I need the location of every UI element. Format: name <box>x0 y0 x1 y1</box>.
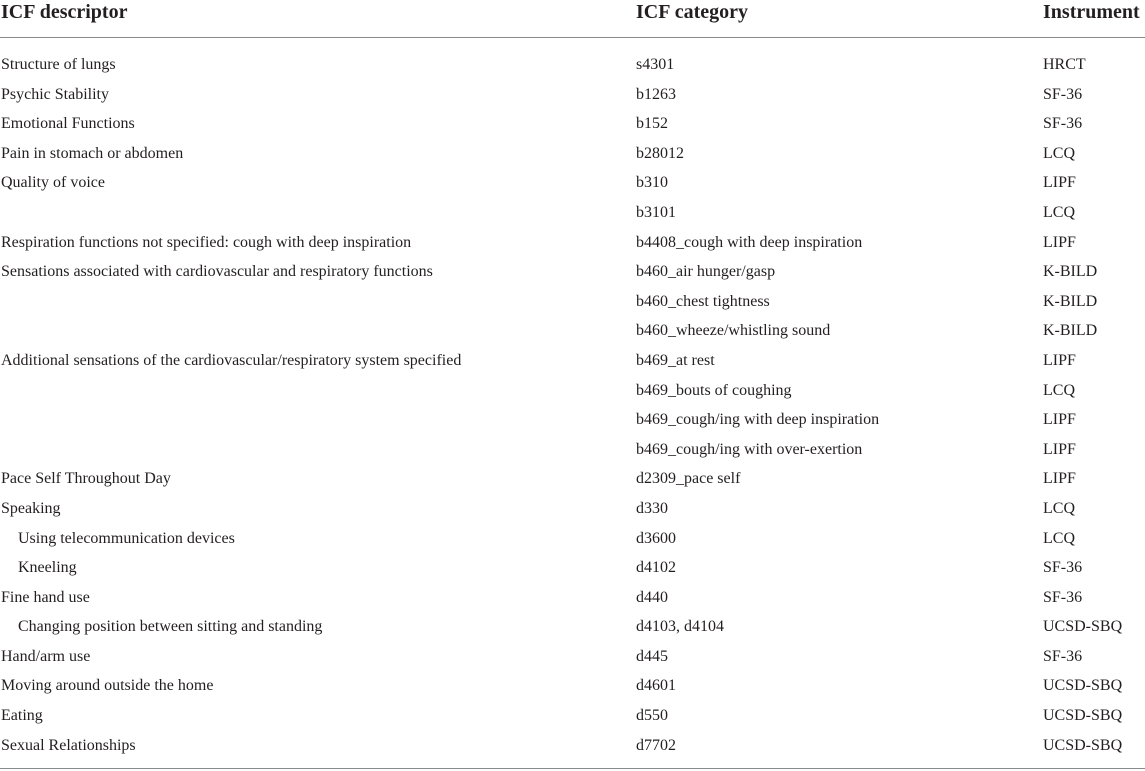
header-descriptor: ICF descriptor <box>1 1 128 23</box>
table-row <box>0 198 1145 228</box>
table-row <box>0 168 1145 198</box>
table-row <box>0 228 1145 258</box>
table-row <box>0 139 1145 169</box>
cell-category: d4601 <box>636 677 676 695</box>
table-row <box>0 376 1145 406</box>
table-row <box>0 524 1145 554</box>
cell-category: s4301 <box>636 56 675 73</box>
cell-instrument: K-BILD <box>1043 322 1098 340</box>
cell-instrument: SF-36 <box>1043 85 1083 103</box>
cell-instrument: LIPF <box>1043 174 1076 192</box>
cell-descriptor: Structure of lungs <box>1 56 116 73</box>
cell-category: b28012 <box>636 144 684 162</box>
table-row <box>0 671 1145 701</box>
cell-category: b310 <box>636 174 668 192</box>
table-header <box>0 0 1145 38</box>
cell-category: d445 <box>636 647 668 665</box>
table-row <box>0 583 1145 613</box>
cell-instrument: SF-36 <box>1043 559 1083 577</box>
cell-descriptor: Moving around outside the home <box>1 677 214 695</box>
cell-instrument: LCQ <box>1043 203 1075 221</box>
cell-instrument: UCSD-SBQ <box>1043 677 1123 695</box>
cell-descriptor: Fine hand use <box>1 588 90 606</box>
cell-descriptor: Psychic Stability <box>1 85 109 103</box>
cell-category: d7702 <box>636 736 676 754</box>
cell-category: b152 <box>636 115 668 133</box>
cell-descriptor: Quality of voice <box>1 174 105 192</box>
cell-descriptor: Hand/arm use <box>1 647 91 665</box>
table-row <box>0 346 1145 376</box>
cell-category: b1263 <box>636 85 676 103</box>
cell-instrument: LIPF <box>1043 351 1076 369</box>
cell-instrument: LIPF <box>1043 470 1076 488</box>
cell-category: d330 <box>636 499 668 517</box>
cell-instrument: SF-36 <box>1043 647 1083 665</box>
cell-category: b469_at rest <box>636 351 715 369</box>
cell-descriptor: Additional sensations of the cardiovascular/respiratory system specified <box>1 351 462 369</box>
table-row <box>0 494 1145 524</box>
cell-instrument: LCQ <box>1043 381 1075 399</box>
cell-category: b3101 <box>636 203 676 221</box>
cell-instrument: LCQ <box>1043 499 1075 517</box>
cell-descriptor: Pace Self Throughout Day <box>1 470 171 488</box>
cell-category: d550 <box>636 707 668 725</box>
cell-instrument: LCQ <box>1043 144 1075 162</box>
table-row <box>0 80 1145 110</box>
table-row <box>0 464 1145 494</box>
cell-descriptor: Using telecommunication devices <box>18 529 235 547</box>
cell-category: b4408_cough with deep inspiration <box>636 233 863 251</box>
cell-descriptor: Eating <box>1 707 43 725</box>
cell-descriptor: Sensations associated with cardiovascular and respiratory functions <box>1 263 433 281</box>
cell-instrument: K-BILD <box>1043 263 1098 281</box>
table-row <box>0 553 1145 583</box>
cell-descriptor: Respiration functions not specified: cough with deep inspiration <box>1 233 412 251</box>
cell-instrument: LIPF <box>1043 440 1076 458</box>
cell-category: b469_cough/ing with deep inspiration <box>636 411 880 429</box>
cell-category: d440 <box>636 588 668 606</box>
cell-category: d4103, d4104 <box>636 618 724 636</box>
table-row <box>0 701 1145 731</box>
cell-descriptor: Pain in stomach or abdomen <box>1 144 184 162</box>
cell-descriptor: Speaking <box>1 499 61 517</box>
cell-category: d2309_pace self <box>636 470 741 488</box>
cell-instrument: K-BILD <box>1043 292 1098 310</box>
cell-descriptor: Sexual Relationships <box>1 736 136 754</box>
cell-instrument: UCSD-SBQ <box>1043 736 1123 754</box>
cell-instrument: SF-36 <box>1043 588 1083 606</box>
table-row <box>0 316 1145 346</box>
cell-instrument: LCQ <box>1043 529 1075 547</box>
cell-category: b460_wheeze/whistling sound <box>636 322 831 340</box>
cell-descriptor: Kneeling <box>18 559 77 577</box>
cell-instrument: LIPF <box>1043 233 1076 251</box>
cell-instrument: LIPF <box>1043 411 1076 429</box>
table-row <box>0 257 1145 287</box>
cell-instrument: UCSD-SBQ <box>1043 618 1123 636</box>
table-row <box>0 642 1145 672</box>
table-row <box>0 109 1145 139</box>
table-row <box>0 50 1145 80</box>
table-bottom-rule <box>0 768 1145 769</box>
table-row <box>0 405 1145 435</box>
cell-instrument: HRCT <box>1043 56 1086 73</box>
table-row <box>0 612 1145 642</box>
cell-descriptor: Emotional Functions <box>1 115 135 133</box>
cell-descriptor: Changing position between sitting and standing <box>18 618 323 636</box>
table-body <box>0 38 1145 760</box>
cell-instrument: SF-36 <box>1043 115 1083 133</box>
cell-instrument: UCSD-SBQ <box>1043 707 1123 725</box>
table-row <box>0 731 1145 761</box>
cell-category: d4102 <box>636 559 676 577</box>
cell-category: d3600 <box>636 529 676 547</box>
header-instrument: Instrument <box>1043 1 1140 23</box>
table-row <box>0 287 1145 317</box>
cell-category: b469_cough/ing with over-exertion <box>636 440 863 458</box>
cell-category: b460_air hunger/gasp <box>636 263 776 281</box>
cell-category: b460_chest tightness <box>636 292 770 310</box>
cell-category: b469_bouts of coughing <box>636 381 792 399</box>
table-row <box>0 435 1145 465</box>
header-category: ICF category <box>636 1 748 23</box>
